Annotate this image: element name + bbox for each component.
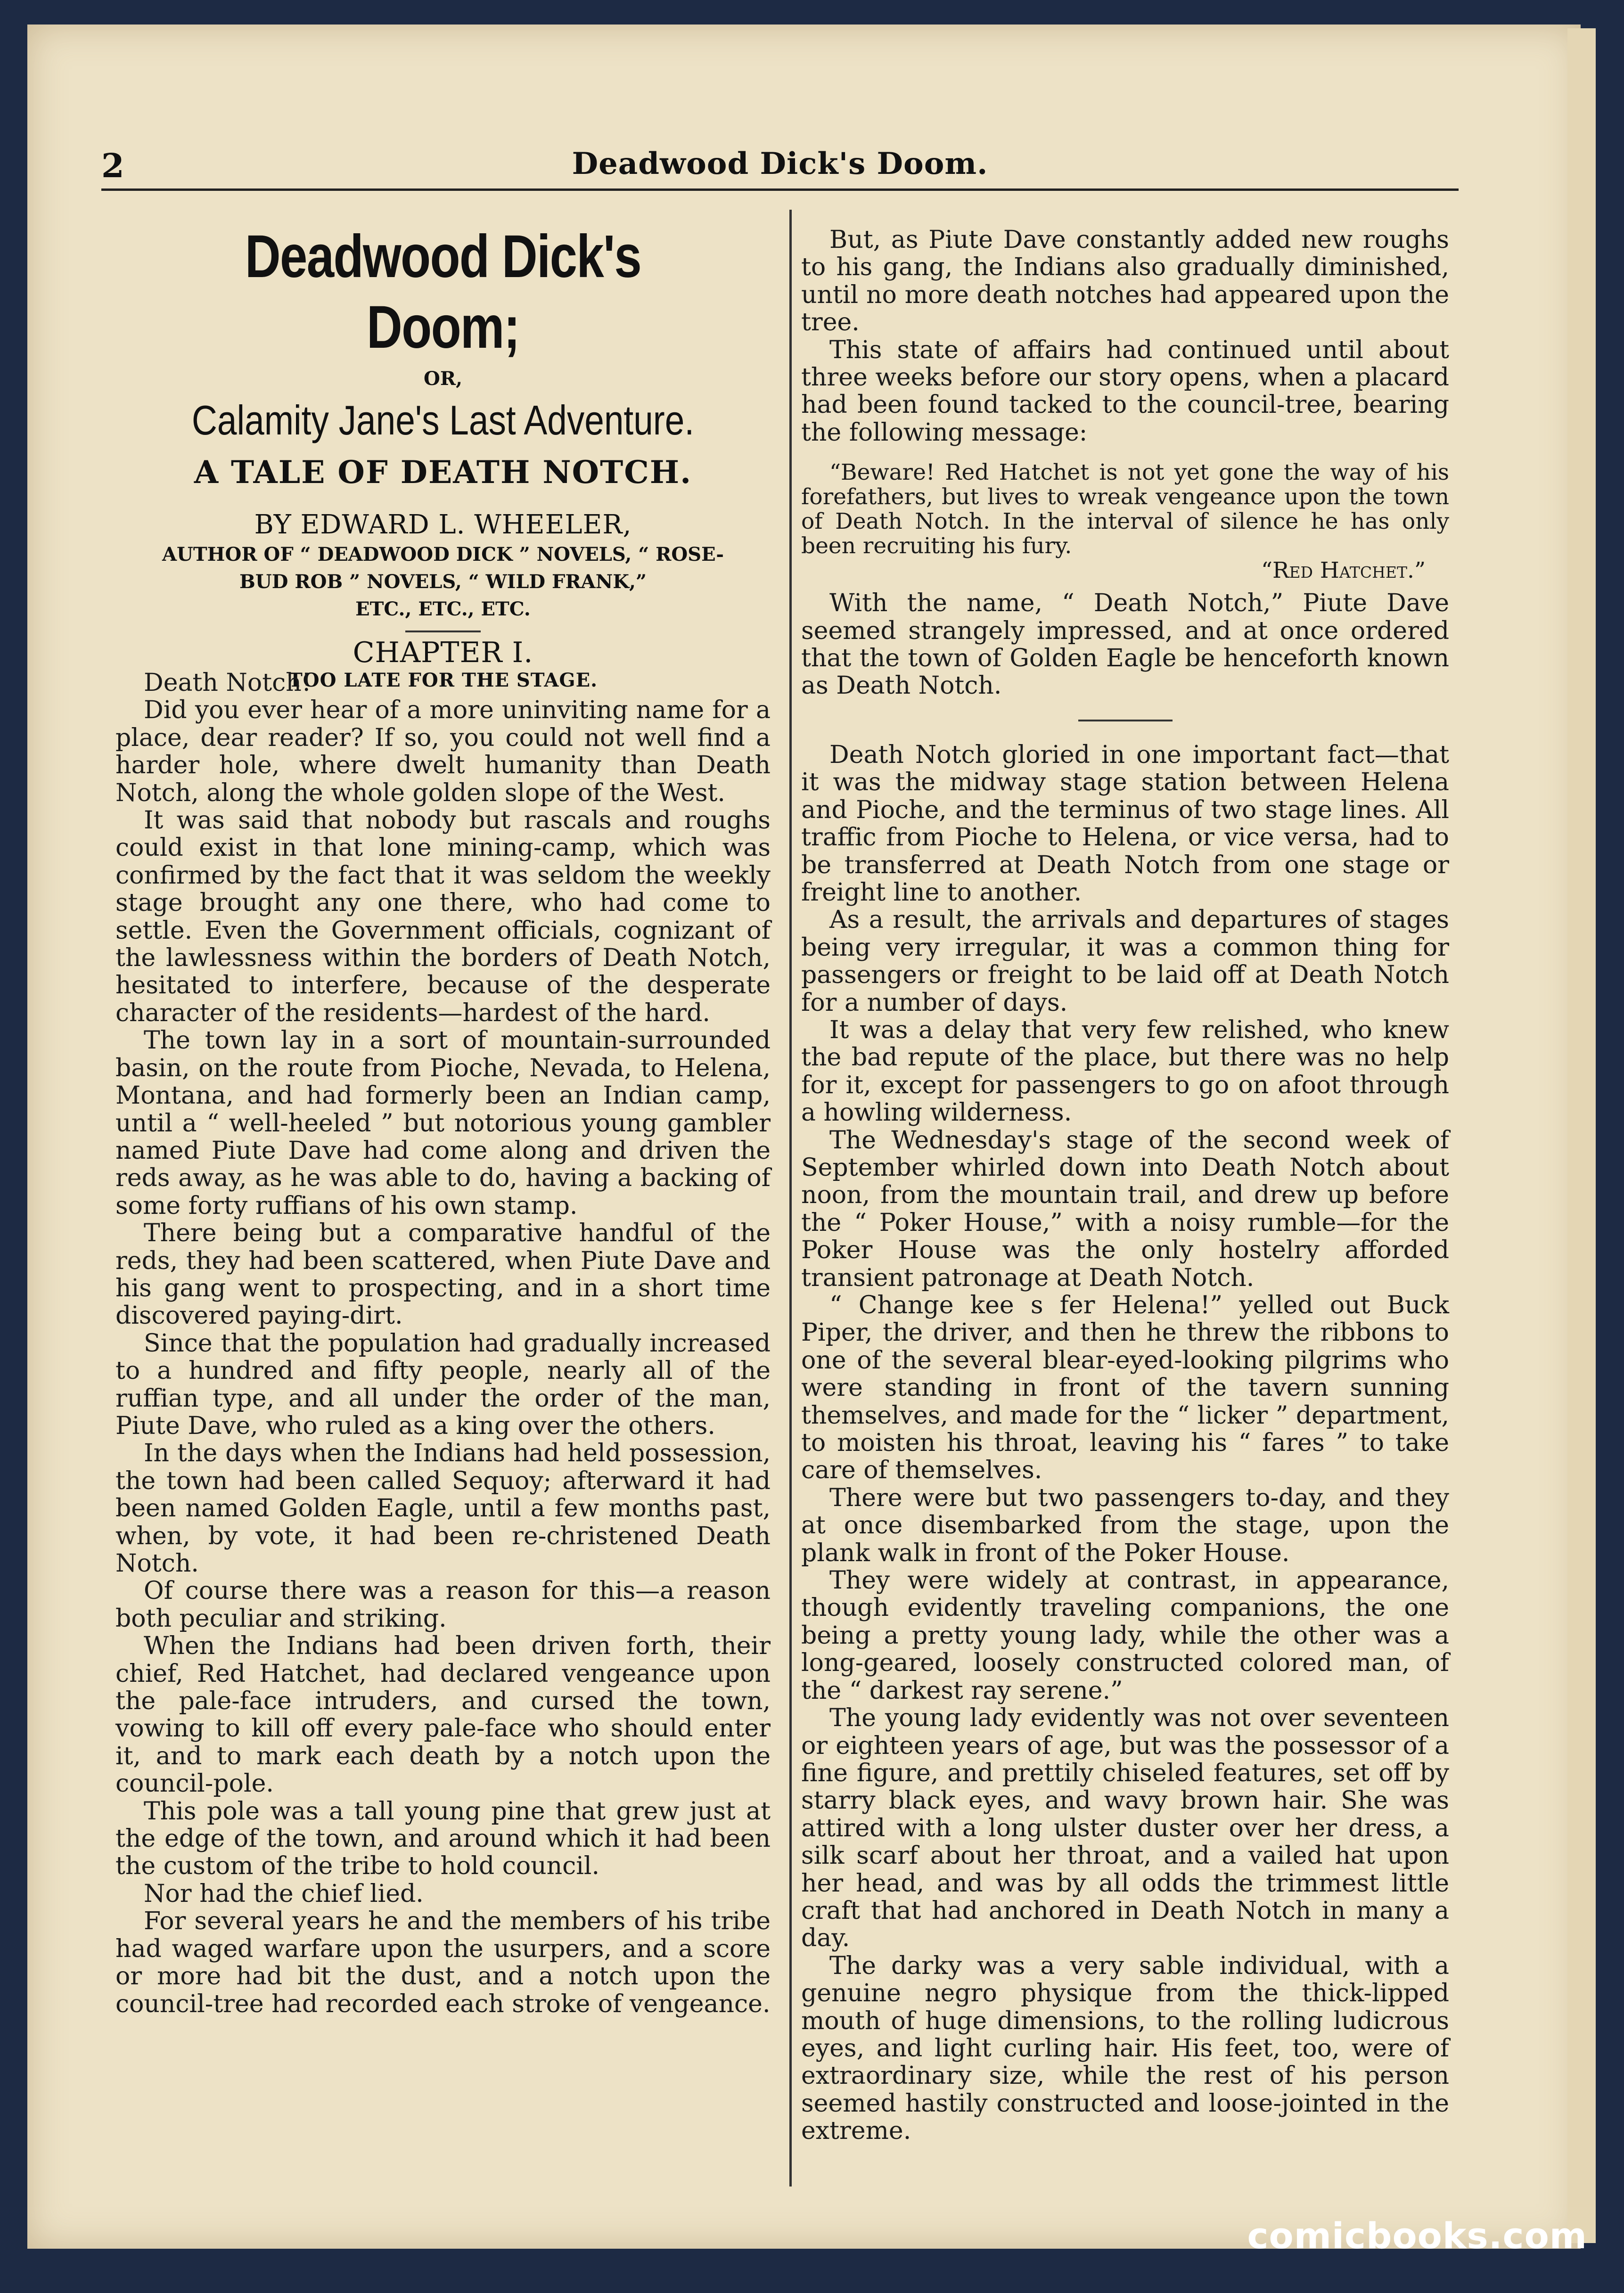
byline: BY EDWARD L. WHEELER,	[254, 509, 632, 540]
paragraph: For several years he and the members of his tribe had waged warfare upon the usurpers, and a score or more had bit the dust, and a notch upon the council-tree had recorded each stroke of vengeance.	[115, 1907, 771, 2018]
paragraph: But, as Piute Dave constantly added new roughs to his gang, the Indians also gradually diminished, until no more death notches had appeared upon the tree.	[801, 226, 1449, 337]
paragraph: When the Indians had been driven forth, their chief, Red Hatchet, had declared vengeance upon the pale-face intruders, and cursed the town, vowing to kill off every pale-face who should enter it, and to mark each death by a notch upon the council-pole.	[115, 1632, 771, 1798]
chapter-heading: CHAPTER I.	[353, 636, 533, 669]
paragraph: This pole was a tall young pine that grew just at the edge of the town, and around which it had been the custom of the tribe to hold council.	[115, 1797, 771, 1881]
section-rule	[1078, 720, 1173, 721]
paragraph: Of course there was a reason for this—a reason both peculiar and striking.	[115, 1577, 771, 1633]
paragraph: It was said that nobody but rascals and roughs could exist in that lone mining-camp, which was confirmed by the fact that it was seldom the weekly stage brought any one there, who had come to settle. Even the Government officials, cognizant of the lawlessness within the borders of Death Notch, hesitated to interfere, because of the desperate character of the residents—hardest of the hard.	[115, 806, 771, 1027]
paragraph: This state of affairs had continued until about three weeks before our story opens, when a placard had been found tacked to the council-tree, bearing the following message:	[801, 336, 1449, 447]
paragraph: There were but two passengers to-day, and they at once disembarked from the stage, upon the plank walk in front of the Poker House.	[801, 1483, 1449, 1567]
paragraph: Nor had the chief lied.	[144, 1879, 424, 1908]
title-block	[115, 212, 771, 691]
running-head	[101, 146, 1459, 191]
paragraph: The darky was a very sable individual, with a genuine negro physique from the thick-lipped mouth of huge dimensions, to the rolling ludicrous eyes, and light curling hair. His feet, too, were of extraordinary size, while the rest of his person seemed hastily constructed and loose-jointed in the extreme.	[801, 1951, 1449, 2146]
title-rule	[405, 631, 481, 632]
paragraph: Since that the population had gradually increased to a hundred and fifty people, nearly all of the ruffian type, and all under the order of the man, Piute Dave, who ruled as a king over the others.	[115, 1329, 771, 1440]
paragraph: “ Change kee s fer Helena!” yelled out Buck Piper, the driver, and then he threw the ribbons to one of the several blear-eyed-looking pilgrims who were standing in front of the tavern sunning themselves, and made for the “ licker ” department, to moisten his throat, leaving his “ fares ” to take care of themselves.	[801, 1291, 1449, 1485]
chapter-subtitle: TOO LATE FOR THE STAGE.	[288, 669, 598, 691]
paragraph: They were widely at contrast, in appearance, though evidently traveling companions, the one being a pretty young lady, while the other was a long-geared, loosely constructed colored man, of the “ darkest ray serene.”	[801, 1566, 1449, 1705]
story-subtitle: Calamity Jane's Last Adventure.	[191, 397, 695, 443]
placard-signature: “Red Hatchet.”	[1261, 557, 1426, 584]
page-number: 2	[101, 146, 124, 185]
placard-quote	[801, 460, 1449, 583]
author-credit-3: ETC., ETC., ETC.	[355, 598, 531, 620]
paragraph: Did you ever hear of a more uninviting name for a place, dear reader? If so, you could not well find a harder hole, where dwelt humanity than Death Notch, along the whole golden slope of the West.	[115, 696, 771, 807]
paragraph: The young lady evidently was not over seventeen or eighteen years of age, but was the possessor of a fine figure, and prettily chiseled features, set off by starry black eyes, and wavy brown hair. She was attired with a long ulster duster over her dress, a silk scarf about her throat, and a vailed hat upon her head, and was by all odds the trimmest little craft that had anchored in Death Notch in many a day.	[801, 1704, 1449, 1953]
paragraph: It was a delay that very few relished, who knew the bad repute of the place, but there was no help for it, except for passengers to go on afoot through a howling wilderness.	[801, 1015, 1449, 1127]
paragraph: As a result, the arrivals and departures of stages being very irregular, it was a common thing for passengers or freight to be laid off at Death Notch for a number of days.	[801, 906, 1449, 1017]
tale-line: A TALE OF DEATH NOTCH.	[194, 454, 692, 491]
author-credit-1: AUTHOR OF “ DEADWOOD DICK ” NOVELS, “ ROSE-	[162, 543, 724, 565]
author-credit-2: BUD ROB ” NOVELS, “ WILD FRANK,”	[239, 571, 647, 593]
right-column	[801, 226, 1449, 2145]
paragraph: With the name, “ Death Notch,” Piute Dave seemed strangely impressed, and at once ordered that the town of Golden Eagle be henceforth known as Death Notch.	[801, 589, 1449, 700]
paragraph: There being but a comparative handful of the reds, they had been scattered, when Piute Dave and his gang went to prospecting, and in a short time discovered paying-dirt.	[115, 1219, 771, 1330]
column-rule	[789, 210, 792, 2187]
page-edge	[1567, 28, 1596, 2243]
or-line: OR,	[423, 368, 462, 390]
paragraph: The Wednesday's stage of the second week of September whirled down into Death Notch about noon, from the mountain trail, and drew up before the “ Poker House,” with a noisy rumble—for the Poker House was the only hostelry afforded transient patronage at Death Notch.	[801, 1126, 1449, 1292]
paragraph: Death Notch!	[144, 669, 312, 697]
paragraph: In the days when the Indians had held possession, the town had been called Sequoy; afterward it had been named Golden Eagle, until a few months past, when, by vote, it had been re-christened Death Notch.	[115, 1439, 771, 1578]
running-title: Deadwood Dick's Doom.	[572, 146, 988, 181]
paragraph: The town lay in a sort of mountain-surrounded basin, on the route from Pioche, Nevada, to Helena, Montana, and had formerly been an Indian camp, until a “ well-heeled ” but notorious young gambler named Piute Dave had come along and driven the reds away, as he was able to do, having a backing of some forty ruffians of his own stamp.	[115, 1026, 771, 1220]
placard-text: “Beware! Red Hatchet is not yet gone the way of his forefathers, but lives to wreak vengeance upon the town of Death Notch. In the interval of silence he has only been recruiting his fury.	[801, 459, 1449, 559]
left-column	[115, 669, 771, 2018]
paragraph: Death Notch gloried in one important fact—that it was the midway stage station between Helena and Pioche, and the terminus of two stage lines. All traffic from Pioche to Helena, or vice versa, had to be transferred at Death Notch from one stage or freight line to another.	[801, 740, 1449, 907]
story-title: Deadwood Dick's Doom;	[245, 223, 641, 361]
watermark: comicbooks.com	[1247, 2215, 1587, 2257]
